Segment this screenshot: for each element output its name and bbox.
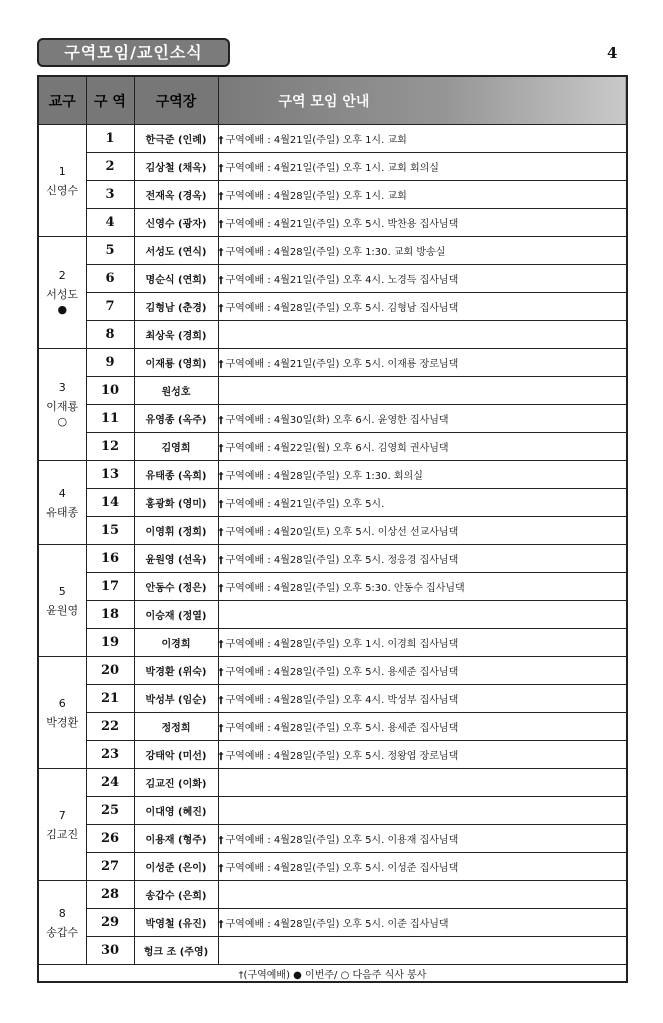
table-row [38, 741, 627, 769]
table-row [38, 685, 627, 713]
meeting-info-text: 구역예배 : 4월28일(주일) 오후 5:30. 안동수 집사님댁 [225, 583, 465, 594]
meeting-info [218, 853, 627, 881]
gyogu-cell [38, 545, 86, 657]
gyogu-leader: 박경환 [46, 715, 79, 729]
cross-icon: † [218, 163, 224, 174]
district-leader: 원성호 [134, 377, 218, 405]
district-leader: 이성준 (은이) [134, 853, 218, 881]
cross-icon: † [218, 527, 224, 538]
district-number: 24 [86, 769, 134, 797]
table-row [38, 209, 627, 237]
meeting-info-text: 구역예배 : 4월22일(월) 오후 6시. 김영희 권사님댁 [225, 443, 449, 454]
table-row [38, 517, 627, 545]
district-number: 6 [86, 265, 134, 293]
district-leader: 정정희 [134, 713, 218, 741]
district-leader: 명순식 (연희) [134, 265, 218, 293]
district-leader: 유태종 (옥희) [134, 461, 218, 489]
district-leader: 김형남 (춘경) [134, 293, 218, 321]
meeting-info-text: 구역예배 : 4월28일(주일) 오후 1:30. 회의실 [225, 471, 423, 482]
meeting-info [218, 321, 627, 349]
header-leader: 구역장 [134, 76, 218, 125]
cross-icon: † [218, 443, 224, 454]
table-row [38, 573, 627, 601]
meeting-info [218, 657, 627, 685]
district-leader: 이용재 (형주) [134, 825, 218, 853]
district-number: 27 [86, 853, 134, 881]
cross-icon: † [218, 359, 224, 370]
cross-icon: † [218, 135, 224, 146]
meeting-info-text: 구역예배 : 4월28일(주일) 오후 4시. 박성부 집사님댁 [225, 695, 459, 706]
meeting-info-text: 구역예배 : 4월28일(주일) 오후 5시. 이성준 집사님댁 [225, 863, 459, 874]
district-leader: 김교진 (이화) [134, 769, 218, 797]
district-leader: 박경환 (위숙) [134, 657, 218, 685]
district-leader: 서성도 (연식) [134, 237, 218, 265]
table-row [38, 405, 627, 433]
district-number: 19 [86, 629, 134, 657]
district-leader: 강태악 (미선) [134, 741, 218, 769]
meeting-info-text: 구역예배 : 4월28일(주일) 오후 5시. 이준 집사님댁 [225, 919, 449, 930]
district-leader: 이영휘 (정희) [134, 517, 218, 545]
header-gyogu: 교구 [38, 76, 86, 125]
cross-icon: † [218, 219, 224, 230]
meeting-info [218, 265, 627, 293]
district-number: 20 [86, 657, 134, 685]
district-leader: 이재룡 (영희) [134, 349, 218, 377]
table-row [38, 797, 627, 825]
cross-icon: † [218, 919, 224, 930]
table-row [38, 937, 627, 965]
meeting-info [218, 377, 627, 405]
gyogu-leader: 윤원영 [46, 603, 79, 617]
section-title: 구역모임/교인소식 [37, 38, 230, 67]
district-number: 14 [86, 489, 134, 517]
gyogu-number: 7 [58, 808, 66, 822]
table-row [38, 321, 627, 349]
table-row [38, 657, 627, 685]
meal-service-mark: ● [57, 303, 68, 316]
meeting-info [218, 517, 627, 545]
table-row [38, 825, 627, 853]
district-number: 16 [86, 545, 134, 573]
district-leader: 홍광화 (영미) [134, 489, 218, 517]
district-leader: 윤원영 (선옥) [134, 545, 218, 573]
gyogu-number: 8 [58, 906, 66, 920]
gyogu-cell [38, 657, 86, 769]
district-number: 23 [86, 741, 134, 769]
cross-icon: † [218, 303, 224, 314]
meeting-info [218, 433, 627, 461]
cross-icon: † [218, 471, 224, 482]
gyogu-cell [38, 349, 86, 461]
district-number: 18 [86, 601, 134, 629]
meeting-info [218, 349, 627, 377]
gyogu-cell [38, 769, 86, 881]
gyogu-leader: 송갑수 [46, 925, 79, 939]
meeting-info-text: 구역예배 : 4월30일(화) 오후 6시. 윤영한 집사님댁 [225, 415, 449, 426]
table-row [38, 461, 627, 489]
meeting-info-text: 구역예배 : 4월28일(주일) 오후 1시. 이경희 집사님댁 [225, 639, 459, 650]
meeting-info [218, 461, 627, 489]
meeting-info [218, 937, 627, 965]
meeting-info [218, 825, 627, 853]
district-number: 28 [86, 881, 134, 909]
district-leader: 안동수 (정은) [134, 573, 218, 601]
table-row [38, 601, 627, 629]
district-number: 26 [86, 825, 134, 853]
meeting-info [218, 629, 627, 657]
district-number: 30 [86, 937, 134, 965]
meeting-info-text: 구역예배 : 4월21일(주일) 오후 1시. 교회 [225, 135, 407, 146]
meeting-info-text: 구역예배 : 4월28일(주일) 오후 5시. 용세준 집사님댁 [225, 723, 459, 734]
table-row [38, 769, 627, 797]
table-row [38, 181, 627, 209]
district-number: 25 [86, 797, 134, 825]
gyogu-leader: 이재룡 [46, 400, 79, 413]
cross-icon: † [218, 863, 224, 874]
meeting-info [218, 601, 627, 629]
meeting-info [218, 125, 627, 153]
meeting-info [218, 237, 627, 265]
meeting-info-text: 구역예배 : 4월28일(주일) 오후 1시. 교회 [225, 191, 407, 202]
gyogu-leader: 신영수 [46, 183, 79, 197]
district-leader: 전재옥 (경옥) [134, 181, 218, 209]
district-leader: 송갑수 (은희) [134, 881, 218, 909]
district-number: 3 [86, 181, 134, 209]
cross-icon: † [218, 583, 224, 594]
meeting-info [218, 881, 627, 909]
meeting-info [218, 153, 627, 181]
district-leader: 김상철 (채옥) [134, 153, 218, 181]
meeting-info [218, 741, 627, 769]
district-number: 15 [86, 517, 134, 545]
table-row [38, 713, 627, 741]
header-meeting-info: 구역 모임 안내 [218, 76, 627, 125]
district-leader: 박영철 (유진) [134, 909, 218, 937]
table-row [38, 909, 627, 937]
district-meeting-table [37, 75, 628, 983]
table-row [38, 629, 627, 657]
table-row [38, 489, 627, 517]
header-district: 구 역 [86, 76, 134, 125]
district-number: 13 [86, 461, 134, 489]
gyogu-cell [38, 125, 86, 237]
district-number: 22 [86, 713, 134, 741]
meeting-info-text: 구역예배 : 4월21일(주일) 오후 5시. [225, 499, 385, 510]
cross-icon: † [218, 723, 224, 734]
district-leader: 유영종 (옥주) [134, 405, 218, 433]
gyogu-cell [38, 237, 86, 349]
district-number: 9 [86, 349, 134, 377]
meeting-info [218, 797, 627, 825]
table-header-row [38, 76, 627, 125]
table-row [38, 125, 627, 153]
district-number: 4 [86, 209, 134, 237]
district-leader: 한극준 (인례) [134, 125, 218, 153]
cross-icon: † [218, 275, 224, 286]
meeting-info-text: 구역예배 : 4월28일(주일) 오후 5시. 이용재 집사님댁 [225, 835, 459, 846]
meeting-info [218, 405, 627, 433]
meeting-info [218, 489, 627, 517]
meeting-info-text: 구역예배 : 4월28일(주일) 오후 5시. 용세준 집사님댁 [225, 667, 459, 678]
meeting-info [218, 769, 627, 797]
meeting-info [218, 209, 627, 237]
district-number: 5 [86, 237, 134, 265]
meeting-info-text: 구역예배 : 4월20일(토) 오후 5시. 이상선 선교사님댁 [225, 527, 459, 538]
cross-icon: † [218, 499, 224, 510]
gyogu-number: 4 [58, 486, 66, 500]
district-number: 11 [86, 405, 134, 433]
gyogu-number: 3 [58, 381, 66, 394]
meeting-info [218, 909, 627, 937]
district-leader: 이승재 (정열) [134, 601, 218, 629]
table-row [38, 377, 627, 405]
gyogu-number: 1 [58, 164, 66, 178]
meeting-info [218, 293, 627, 321]
district-leader: 최상욱 (경희) [134, 321, 218, 349]
meeting-info-text: 구역예배 : 4월21일(주일) 오후 1시. 교회 회의실 [225, 163, 439, 174]
gyogu-number: 6 [58, 696, 66, 710]
table-row [38, 853, 627, 881]
district-number: 7 [86, 293, 134, 321]
cross-icon: † [218, 667, 224, 678]
gyogu-leader: 김교진 [46, 827, 79, 841]
cross-icon: † [218, 695, 224, 706]
district-number: 2 [86, 153, 134, 181]
district-number: 1 [86, 125, 134, 153]
table-row [38, 349, 627, 377]
table-row [38, 881, 627, 909]
district-leader: 김영희 [134, 433, 218, 461]
table-row [38, 265, 627, 293]
gyogu-number: 2 [58, 269, 66, 282]
table-row [38, 433, 627, 461]
legend-footer: †(구역예배) ● 이번주/ ○ 다음주 식사 봉사 [38, 965, 627, 983]
meeting-info-text: 구역예배 : 4월28일(주일) 오후 5시. 정왕엽 장로님댁 [225, 751, 459, 762]
cross-icon: † [218, 751, 224, 762]
district-leader: 이경희 [134, 629, 218, 657]
meeting-info [218, 685, 627, 713]
gyogu-cell [38, 461, 86, 545]
meeting-info [218, 573, 627, 601]
page-number: 4 [607, 44, 618, 62]
table-row [38, 545, 627, 573]
meeting-info-text: 구역예배 : 4월21일(주일) 오후 5시. 박찬용 집사님댁 [225, 219, 459, 230]
district-number: 17 [86, 573, 134, 601]
cross-icon: † [218, 639, 224, 650]
meal-service-mark: ○ [57, 415, 68, 428]
table-row [38, 153, 627, 181]
district-number: 10 [86, 377, 134, 405]
gyogu-leader: 서성도 [46, 288, 79, 301]
meeting-info-text: 구역예배 : 4월28일(주일) 오후 5시. 정응경 집사님댁 [225, 555, 459, 566]
district-leader: 헝크 조 (주영) [134, 937, 218, 965]
meeting-info [218, 545, 627, 573]
meeting-info-text: 구역예배 : 4월21일(주일) 오후 5시. 이재룡 장로님댁 [225, 359, 459, 370]
cross-icon: † [218, 415, 224, 426]
meeting-info-text: 구역예배 : 4월28일(주일) 오후 1:30. 교회 방송실 [225, 247, 446, 258]
gyogu-number: 5 [58, 584, 66, 598]
meeting-info-text: 구역예배 : 4월28일(주일) 오후 5시. 김형남 집사님댁 [225, 303, 459, 314]
district-number: 29 [86, 909, 134, 937]
district-number: 8 [86, 321, 134, 349]
meeting-info [218, 713, 627, 741]
district-number: 21 [86, 685, 134, 713]
district-number: 12 [86, 433, 134, 461]
table-row [38, 237, 627, 265]
district-leader: 박성부 (임순) [134, 685, 218, 713]
meeting-info-text: 구역예배 : 4월21일(주일) 오후 4시. 노경득 집사님댁 [225, 275, 459, 286]
district-leader: 신영수 (광자) [134, 209, 218, 237]
gyogu-cell [38, 881, 86, 965]
table-body [38, 125, 627, 965]
meeting-info [218, 181, 627, 209]
gyogu-leader: 유태종 [46, 505, 79, 519]
cross-icon: † [218, 555, 224, 566]
district-leader: 이대영 (혜진) [134, 797, 218, 825]
cross-icon: † [218, 191, 224, 202]
table-row [38, 293, 627, 321]
cross-icon: † [218, 835, 224, 846]
cross-icon: † [218, 247, 224, 258]
